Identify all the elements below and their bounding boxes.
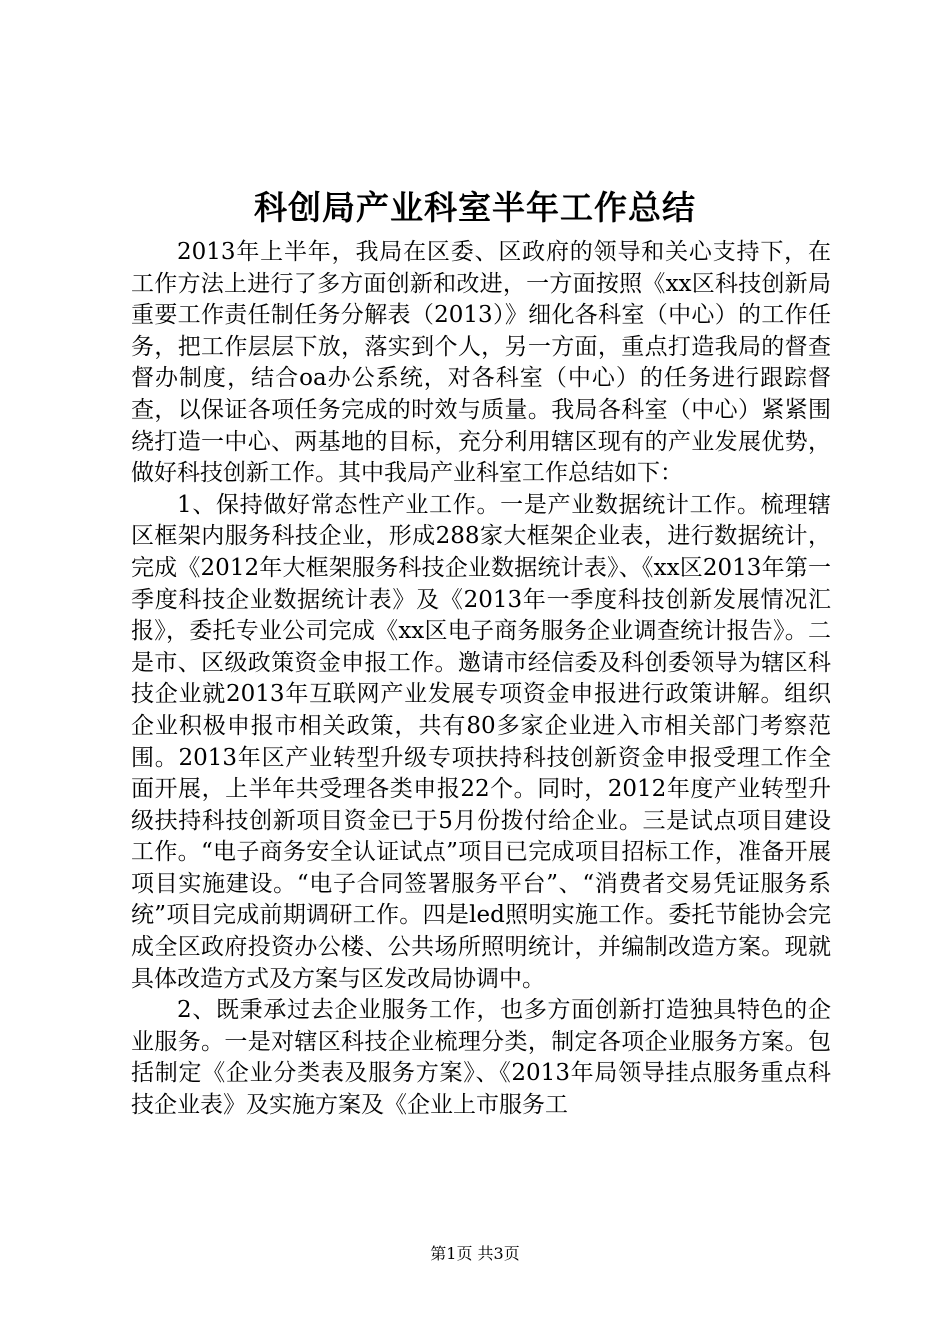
document-title: 科创局产业科室半年工作总结 — [254, 188, 696, 227]
paragraph-section-2: 2、既秉承过去企业服务工作，也多方面创新打造独具特色的企业服务。一是对辖区科技企业梳理分类，制定各项企业服务方案。包括制定《企业分类表及服务方案》、《2013年局领导挂点服务重点科技企业表》及实施方案及《企业上市服务工 — [131, 997, 831, 1119]
page-number-footer: 第1页 共3页 — [430, 1244, 520, 1263]
paragraph-section-1: 1、保持做好常态性产业工作。一是产业数据统计工作。梳理辖区框架内服务科技企业，形成288家大框架企业表，进行数据统计，完成《2012年大框架服务科技企业数据统计表》、《xx区2013年第一季度科技企业数据统计表》及《2013年一季度科技创新发展情况汇报》，委托专业公司完成《xx区电子商务服务企业调查统计报告》。二是市、区级政策资金申报工作。邀请市经信委及科创委领导为辖区科技企业就2013年互联网产业发展专项资金申报进行政策讲解。组织企业积极申报市相关政策，共有80多家企业进入市相关部门考察范围。2013年区产业转型升级专项扶持科技创新资金申报受理工作全面开展，上半年共受理各类申报22个。同时，2012年度产业转型升级扶持科技创新项目资金已于5月份拨付给企业。三是试点项目建设工作。“电子商务安全认证试点”项目已完成项目招标工作，准备开展项目实施建设。“电子合同签署服务平台”、“消费者交易凭证服务系统”项目完成前期调研工作。四是led照明实施工作。委托节能协会完成全区政府投资办公楼、公共场所照明统计，并编制改造方案。现就具体改造方式及方案与区发改局协调中。 — [131, 491, 831, 992]
document-body — [131, 237, 831, 1122]
paragraph-intro: 2013年上半年，我局在区委、区政府的领导和关心支持下，在工作方法上进行了多方面创新和改进，一方面按照《xx区科技创新局重要工作责任制任务分解表（2013）》细化各科室（中心）的工作任务，把工作层层下放，落实到个人，另一方面，重点打造我局的督查督办制度，结合oa办公系统，对各科室（中心）的任务进行跟踪督查，以保证各项任务完成的时效与质量。我局各科室（中心）紧紧围绕打造一中心、两基地的目标，充分利用辖区现有的产业发展优势，做好科技创新工作。其中我局产业科室工作总结如下： — [131, 239, 831, 487]
